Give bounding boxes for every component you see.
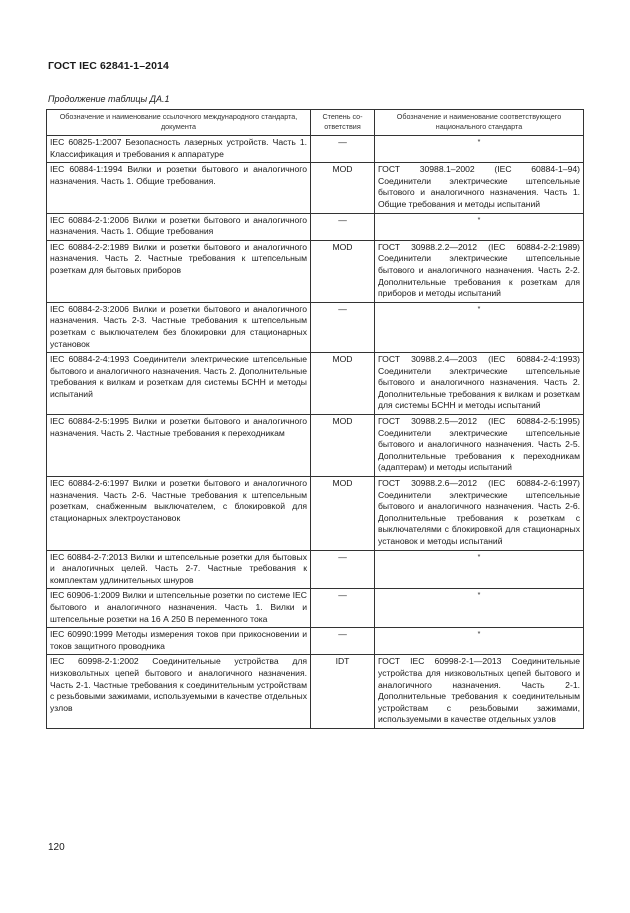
cell-international-reference: IEC 60884-1:1994 Вилки и розетки бытового и аналогичного назначения. Часть 1. Общие требования.	[47, 163, 311, 213]
cell-national-standard	[375, 302, 584, 352]
table-row	[47, 550, 584, 589]
cell-international-reference: IEC 60906-1:2009 Вилки и штепсельные розетки по системе IEC бытового и аналогичного назначения. Часть 1. Вилки и штепсельные розетки на 16 А 250 В переменного тока	[47, 589, 311, 628]
cell-conformity-degree: MOD	[311, 415, 375, 477]
cell-international-reference: IEC 60884-2-3:2006 Вилки и розетки бытового и аналогичного назначения. Часть 2-3. Частные требования к штепсельным розеткам с выключателем без блокировки для стационарных установок	[47, 302, 311, 352]
cell-national-standard	[375, 550, 584, 589]
footnote-asterisk: *	[477, 216, 481, 224]
table-row	[47, 589, 584, 628]
cell-conformity-degree: MOD	[311, 163, 375, 213]
table-row	[47, 477, 584, 551]
cell-national-standard: ГОСТ 30988.1–2002 (IEC 60884-1–94) Соединители электрические штепсельные бытового и аналогичного назначения. Часть 1. Общие требования и методы испытаний	[375, 163, 584, 213]
page-number: 120	[48, 842, 65, 853]
footnote-asterisk: *	[477, 139, 481, 146]
column-header-degree: Степень со-ответствия	[311, 110, 375, 136]
table-row	[47, 136, 584, 163]
cell-national-standard: ГОСТ 30988.2.6—2012 (IEC 60884-2-6:1997) Соединители электрические штепсельные бытового и аналогичного назначения. Часть 2-6. Дополнительные требования к розеткам с выключателями с блокировкой для стационарных установок и методы испытаний	[375, 477, 584, 551]
cell-conformity-degree: MOD	[311, 477, 375, 551]
column-header-national: Обозначение и наименование соответствующего национального стандарта	[375, 110, 584, 136]
table-body	[47, 136, 584, 729]
cell-conformity-degree: —	[311, 589, 375, 628]
cell-international-reference: IEC 60884-2-4:1993 Соединители электрические штепсельные бытового и аналогичного назначения. Часть 2. Дополнительные требования к вилкам и розеткам для системы БСНН и методы испытаний	[47, 353, 311, 415]
cell-conformity-degree: IDT	[311, 655, 375, 729]
table-row	[47, 353, 584, 415]
cell-national-standard: ГОСТ IEC 60998-2-1—2013 Соединительные устройства для низковольтных цепей бытового и аналогичного назначения. Часть 2-1. Дополнительные требования к соединительным устройствам с резьбовыми зажимами, используемыми в качестве отдельных узлов	[375, 655, 584, 729]
table-row	[47, 628, 584, 655]
cell-international-reference: IEC 60825-1:2007 Безопасность лазерных устройств. Часть 1. Классификация и требования к аппаратуре	[47, 136, 311, 163]
cell-international-reference: IEC 60990:1999 Методы измерения токов при прикосновении и токов защитного проводника	[47, 628, 311, 655]
cell-conformity-degree: —	[311, 550, 375, 589]
cell-national-standard: ГОСТ 30988.2.5—2012 (IEC 60884-2-5:1995) Соединители электрические штепсельные бытового и аналогичного назначения. Часть 2-5. Дополнительные требования к переходникам (адаптерам) и методы испытаний	[375, 415, 584, 477]
cell-national-standard	[375, 213, 584, 240]
table-row	[47, 302, 584, 352]
cell-conformity-degree: MOD	[311, 240, 375, 302]
cell-national-standard	[375, 589, 584, 628]
table-header-row	[47, 110, 584, 136]
cell-conformity-degree: —	[311, 628, 375, 655]
footnote-asterisk: *	[477, 553, 481, 561]
table-row	[47, 163, 584, 213]
cell-national-standard: ГОСТ 30988.2.2—2012 (IEC 60884-2-2:1989) Соединители электрические штепсельные бытового и аналогичного назначения. Часть 2-2. Дополнительные требования к розеткам для приборов и методы испытаний	[375, 240, 584, 302]
cell-conformity-degree: MOD	[311, 353, 375, 415]
cell-conformity-degree: —	[311, 213, 375, 240]
footnote-asterisk: *	[477, 305, 481, 313]
cell-international-reference: IEC 60884-2-5:1995 Вилки и розетки бытового и аналогичного назначения. Часть 2. Частные требования к переходникам	[47, 415, 311, 477]
cell-national-standard: ГОСТ 30988.2.4—2003 (IEC 60884-2-4:1993) Соединители электрические штепсельные бытового и аналогичного назначения. Часть 2. Дополнительные требования к вилкам и розеткам для системы БСНН и методы испытаний	[375, 353, 584, 415]
reference-table	[46, 109, 584, 729]
footnote-asterisk: *	[477, 631, 481, 639]
cell-national-standard	[375, 136, 584, 163]
document-header: ГОСТ IEC 62841-1–2014	[48, 60, 169, 72]
cell-international-reference: IEC 60884-2-2:1989 Вилки и розетки бытового и аналогичного назначения. Часть 2. Частные требования к штепсельным розеткам для бытовых приборов	[47, 240, 311, 302]
table-caption: Продолжение таблицы ДА.1	[48, 94, 170, 104]
cell-conformity-degree: —	[311, 302, 375, 352]
column-header-reference: Обозначение и наименование ссылочного международного стандарта, документа	[47, 110, 311, 136]
footnote-asterisk: *	[477, 592, 481, 600]
cell-international-reference: IEC 60884-2-6:1997 Вилки и розетки бытового и аналогичного назначения. Часть 2-6. Частные требования к штепсельным розеткам, снабженным выключателем, с блокировкой для стационарных электроустановок	[47, 477, 311, 551]
table-row	[47, 415, 584, 477]
table-row	[47, 213, 584, 240]
cell-conformity-degree: —	[311, 136, 375, 163]
cell-international-reference: IEC 60884-2-1:2006 Вилки и розетки бытового и аналогичного назначения. Часть 1. Общие требования	[47, 213, 311, 240]
table-row	[47, 240, 584, 302]
cell-international-reference: IEC 60884-2-7:2013 Вилки и штепсельные розетки для бытовых и аналогичных целей. Часть 2-7. Частные требования к комплектам удлинительных шнуров	[47, 550, 311, 589]
table-row	[47, 655, 584, 729]
cell-international-reference: IEC 60998-2-1:2002 Соединительные устройства для низковольтных цепей бытового и аналогичного назначения. Часть 2-1. Частные требования к соединительным устройствам с резьбовыми зажимами, используемыми в качестве отдельных узлов	[47, 655, 311, 729]
cell-national-standard	[375, 628, 584, 655]
